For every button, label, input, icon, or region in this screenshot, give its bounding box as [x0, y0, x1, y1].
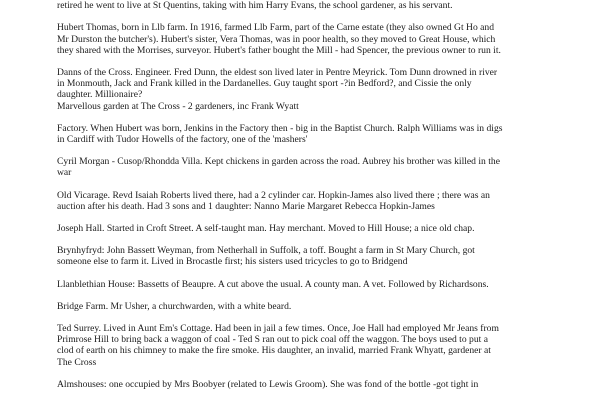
- text-line: Danns of the Cross. Engineer. Fred Dunn, the eldest son lived later in Pentre Meyrick. Tom Dunn drowned in river: [57, 67, 498, 79]
- text-line: someone else to farm it. Lived in Brocastle first; his sisters used tricycles to go to Bridgend: [57, 256, 408, 268]
- text-line: Marvellous garden at The Cross - 2 gardeners, inc Frank Wyatt: [57, 100, 299, 112]
- text-line: Factory. When Hubert was born, Jenkins in the Factory then - big in the Baptist Church. Ralph Williams was in digs: [57, 122, 503, 134]
- text-line: Ted Surrey. Lived in Aunt Em's Cottage. Had been in jail a few times. Once, Joe Hall had employed Mr Jeans from: [57, 323, 499, 335]
- text-line: The Cross: [57, 356, 97, 368]
- text-line: Mr Durston the butcher's). Hubert's sister, Vera Thomas, was in poor health, so they moved to Great House, which: [57, 33, 496, 45]
- text-line: Joseph Hall. Started in Croft Street. A self-taught man. Hay merchant. Moved to Hill House; a nice old chap.: [57, 223, 475, 235]
- text-line: they shared with the Morrises, surveyor. Hubert's father bought the Mill - had Spencer, the previous owner to run it.: [57, 44, 501, 56]
- paragraph-brynhyfryd: [57, 245, 577, 267]
- text-line: clod of earth on his chimney to make the fire smoke. His daughter, an invalid, married Frank Whyatt, gardener at: [57, 345, 491, 357]
- paragraph-llanblethian-house: [57, 279, 577, 290]
- text-line: Almshouses: one occupied by Mrs Boobyer (related to Lewis Groom). She was fond of the bottle -got tight in: [57, 378, 479, 390]
- paragraph-cyril-morgan: [57, 156, 577, 178]
- text-line: war: [57, 167, 72, 179]
- paragraph-old-vicarage: [57, 190, 577, 212]
- paragraph-danns-of-the-cross: [57, 67, 577, 112]
- text-line: Old Vicarage. Revd Isaiah Roberts lived there, had a 2 cylinder car. Hopkin-James also lived there ; there was an: [57, 189, 490, 201]
- document-body: [57, 0, 577, 400]
- text-line: in Monmouth, Jack and Frank killed in the Dardanelles. Guy taught sport -?in Bedford?, and Cissie the only: [57, 78, 472, 90]
- text-line: Llanblethian House: Bassetts of Beaupre. A cut above the usual. A county man. A vet. Followed by Richardsons.: [57, 278, 489, 290]
- paragraph-almshouses: [57, 379, 577, 390]
- paragraph-clergyman-vicar: [57, 0, 577, 11]
- paragraph-factory: [57, 123, 577, 145]
- text-line: Primrose Hill to bring back a waggon of coal - Ted S ran out to pick coal off the waggon. The boys used to put a: [57, 334, 488, 346]
- text-line: in Cardiff with Tudor Howells of the factory, one of the 'mashers': [57, 134, 308, 146]
- paragraph-joseph-hall: [57, 223, 577, 234]
- text-line: Brynhyfryd: John Bassett Weyman, from Netherhall in Suffolk, a toff. Bought a farm in St Mary Church, got: [57, 245, 475, 257]
- paragraph-hubert-thomas: [57, 22, 577, 56]
- text-line: Hubert Thomas, born in Llb farm. In 1916, farmed Llb Farm, part of the Carne estate (they also owned Gt Ho and: [57, 22, 495, 34]
- text-line: Bridge Farm. Mr Usher, a churchwarden, with a white beard.: [57, 300, 292, 312]
- text-line: retired he went to live at St Quentins, taking with him Harry Evans, the school gardener, as his servant.: [57, 0, 453, 12]
- paragraph-ted-surrey: [57, 323, 577, 368]
- paragraph-bridge-farm: [57, 301, 577, 312]
- text-line: Cyril Morgan - Cusop/Rhondda Villa. Kept chickens in garden across the road. Aubrey his brother was killed in the: [57, 156, 500, 168]
- text-line: daughter. Millionaire?: [57, 89, 143, 101]
- text-line: auction after his death. Had 3 sons and 1 daughter: Nanno Marie Margaret Rebecca Hopkin-James: [57, 200, 435, 212]
